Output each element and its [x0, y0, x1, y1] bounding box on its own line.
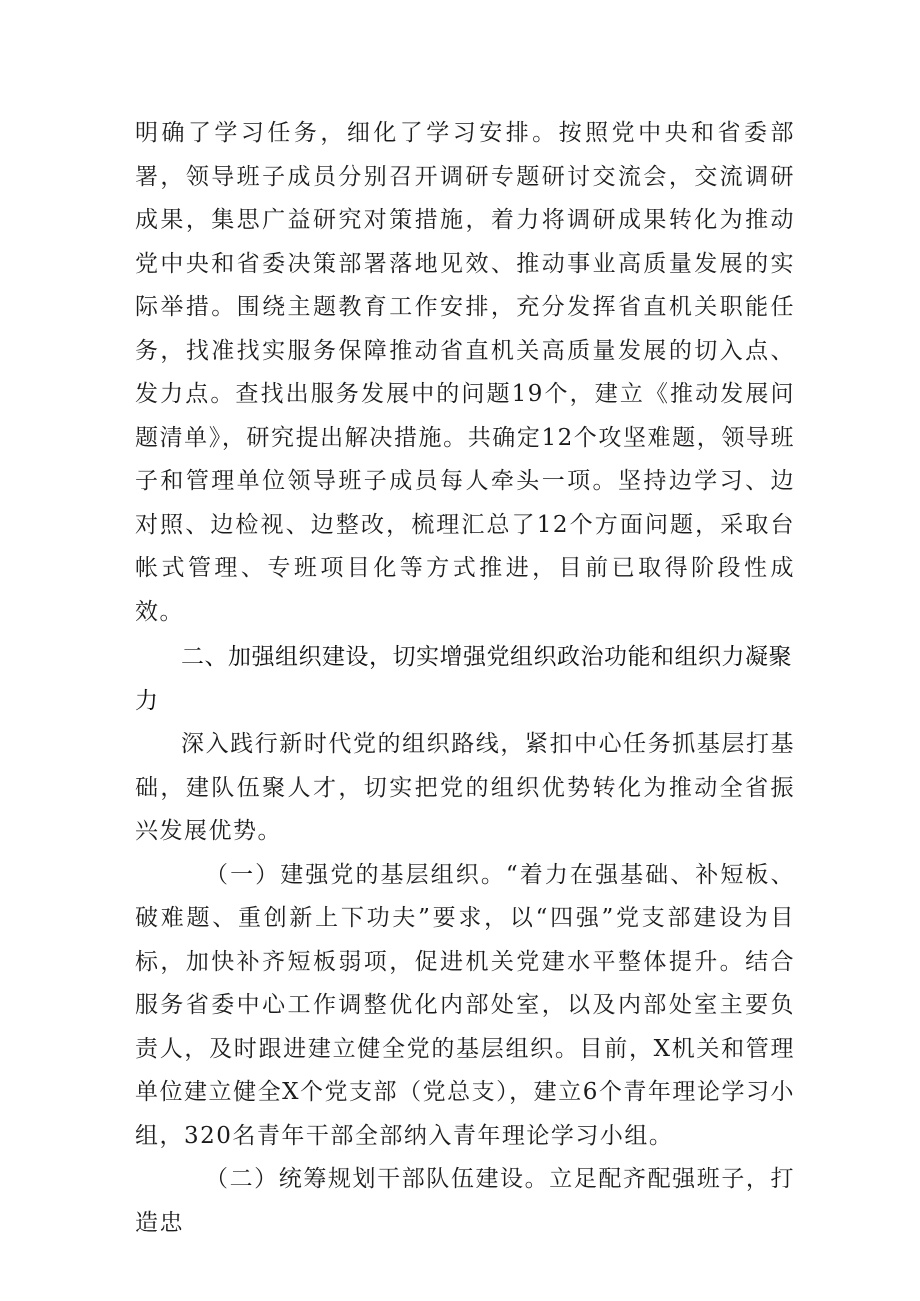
paragraph-organization-intro: 深入践行新时代党的组织路线，紧扣中心任务抓基层打基础，建队伍聚人才，切实把党的组织优势转化为推动全省振兴发展优势。: [135, 731, 795, 844]
paragraph-study-arrangement: 明确了学习任务，细化了学习安排。按照党中央和省委部署，领导班子成员分别召开调研专题研讨交流会，交流调研成果，集思广益研究对策措施，着力将调研成果转化为推动党中央和省委决策部署落地见效、推动事业高质量发展的实际举措。围绕主题教育工作安排，充分发挥省直机关职能任务，找准找实服务保障推动省直机关高质量发展的切入点、发力点。查找出服务发展中的问题19个，建立《推动发展问题清单》，研究提出解决措施。共确定12个攻坚难题，领导班子和管理单位领导班子成员每人牵头一项。坚持边学习、边对照、边检视、边整改，梳理汇总了12个方面问题，采取台帐式管理、专班项目化等方式推进，目前已取得阶段性成效。: [135, 120, 795, 625]
paragraph-grassroots-organization: （一）建强党的基层组织。“着力在强基础、补短板、破难题、重创新上下功夫”要求，以“四强”党支部建设为目标，加快补齐短板弱项，促进机关党建水平整体提升。结合服务省委中心工作调整优化内部处室，以及内部处室主要负责人，及时跟进建立健全党的基层组织。目前，X机关和管理单位建立健全X个党支部（党总支），建立6个青年理论学习小组，320名青年干部全部纳入青年理论学习小组。: [135, 861, 795, 1149]
document-body: [135, 112, 795, 1245]
paragraph-cadre-team: （二）统筹规划干部队伍建设。立足配齐配强班子，打造忠: [135, 1166, 795, 1236]
section-heading-organization: 二、加强组织建设，切实增强党组织政治功能和组织力凝聚力: [135, 644, 792, 714]
